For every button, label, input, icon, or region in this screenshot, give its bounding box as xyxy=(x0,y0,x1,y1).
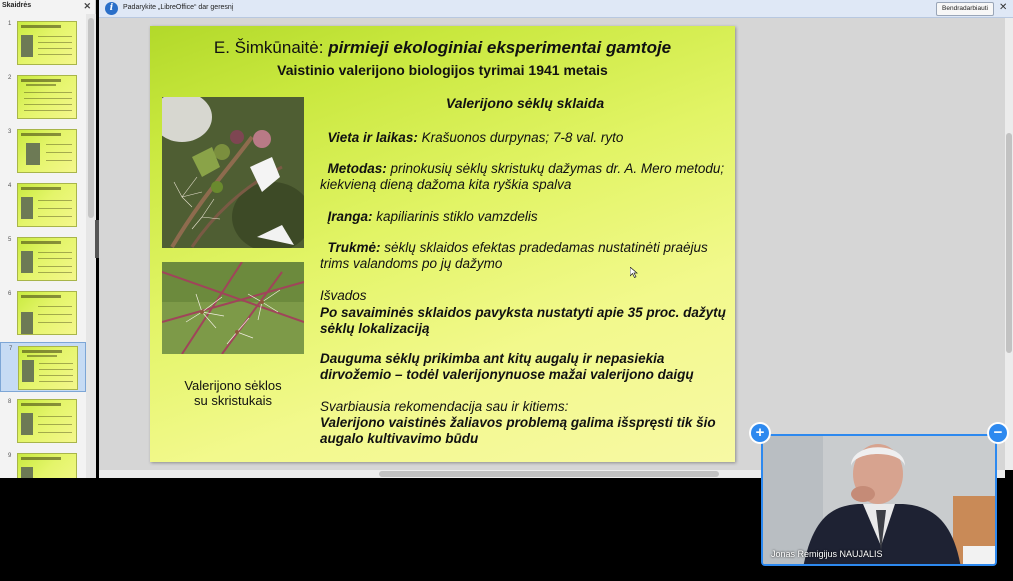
scrollbar-thumb[interactable] xyxy=(88,18,94,218)
slide-thumbnail-9[interactable] xyxy=(0,450,86,478)
close-icon[interactable]: ✕ xyxy=(999,2,1008,13)
close-icon[interactable]: ✕ xyxy=(83,1,91,11)
slide-number: 4 xyxy=(8,183,12,189)
caption-line-2: su skristukais xyxy=(193,393,273,408)
slide-number: 9 xyxy=(8,453,12,459)
conclusion-1: Po savaiminės sklaidos pavyksta nustatyti apie 35 proc. dažytų sėklų lokalizaciją xyxy=(320,305,726,336)
recommendation-label: Svarbiausia rekomendacija sau ir kitiems: xyxy=(320,399,569,414)
slide-preview xyxy=(18,346,78,390)
slide-number: 8 xyxy=(8,399,12,405)
location-text: Krašuonos durpynas; 7-8 val. ryto xyxy=(417,130,624,145)
collaborate-button[interactable]: Bendradarbiauti xyxy=(936,2,994,16)
info-icon: i xyxy=(105,2,118,15)
caption-line-1: Valerijono sėklos xyxy=(184,378,282,393)
conclusions-label: Išvados xyxy=(320,288,367,303)
method-text: prinokusių sėklų skristukų dažymas dr. A. Mero metodu; kiekvieną dieną dažoma kita ryškia spalva xyxy=(320,161,725,192)
slide-number: 1 xyxy=(8,21,12,27)
slide-title-italic: pirmieji ekologiniai eksperimentai gamtoje xyxy=(328,38,672,57)
info-bar xyxy=(99,0,1013,18)
slide-title xyxy=(150,38,735,58)
slide-preview xyxy=(17,129,77,173)
slide-number: 7 xyxy=(9,346,13,352)
slides-pane-title: Skaidrės xyxy=(2,2,32,9)
method-label: Metodas: xyxy=(327,161,387,176)
location-label: Vieta ir laikas: xyxy=(327,130,418,145)
conclusion-2: Dauguma sėklų prikimba ant kitų augalų ir nepasiekia dirvožemio – todėl valerijonynuose mažai valerijono daigų xyxy=(320,351,694,382)
slide-thumbnail-2[interactable] xyxy=(0,72,86,122)
location-paragraph xyxy=(320,130,730,146)
participant-name: Jonas Remigijus NAUJALIS xyxy=(771,549,883,559)
slide-thumbnail-6[interactable] xyxy=(0,288,86,338)
recommendation-text: Valerijono vaistinės žaliavos problemą galima išspręsti tik šio augalo kultivavimo būdu xyxy=(320,415,716,446)
slide-thumbnail-1[interactable] xyxy=(0,18,86,68)
slide-preview xyxy=(17,21,77,65)
slide-thumbnails xyxy=(0,14,86,478)
duration-text: sėklų sklaidos efektas pradedamas nustatinėti praėjus trims valandoms po jų dažymo xyxy=(320,240,708,271)
scrollbar-thumb[interactable] xyxy=(379,471,719,477)
photo-caption xyxy=(162,378,304,408)
slide-number: 6 xyxy=(8,291,12,297)
slide-canvas[interactable] xyxy=(150,26,735,462)
participant-video-frame xyxy=(763,436,997,566)
plus-icon[interactable]: + xyxy=(751,424,769,442)
slides-pane xyxy=(0,0,96,478)
equipment-paragraph xyxy=(320,209,730,225)
slide-number: 3 xyxy=(8,129,12,135)
method-paragraph xyxy=(320,161,730,193)
duration-label: Trukmė: xyxy=(327,240,381,255)
duration-paragraph xyxy=(320,240,730,272)
mouse-pointer-icon xyxy=(630,267,638,278)
slide-preview xyxy=(17,237,77,281)
equipment-text: kapiliarinis stiklo vamzdelis xyxy=(372,209,538,224)
slide-thumbnail-5[interactable] xyxy=(0,234,86,284)
info-bar-message: Padarykite „LibreOffice“ dar geresnį xyxy=(123,4,234,11)
slide-preview xyxy=(17,453,77,478)
slide-thumbnail-4[interactable] xyxy=(0,180,86,230)
valerian-flower-photo xyxy=(162,97,304,248)
equipment-label: Įranga: xyxy=(327,209,373,224)
slide-preview xyxy=(17,399,77,443)
slides-pane-header xyxy=(0,0,95,14)
slide-thumbnail-3[interactable] xyxy=(0,126,86,176)
slide-subtitle: Vaistinio valerijono biologijos tyrimai 1941 metais xyxy=(277,62,608,78)
slide-preview xyxy=(17,183,77,227)
valerian-seeds-photo xyxy=(162,262,304,354)
slide-thumbnail-7[interactable] xyxy=(0,342,86,392)
minus-icon[interactable]: − xyxy=(989,424,1007,442)
slide-title-plain: E. Šimkūnaitė: xyxy=(213,38,329,57)
slide-thumbnail-8[interactable] xyxy=(0,396,86,446)
slide-preview xyxy=(17,291,77,335)
participant-video[interactable] xyxy=(761,434,997,566)
slide-number: 2 xyxy=(8,75,12,81)
vertical-scrollbar[interactable] xyxy=(1005,18,1013,470)
slide-number: 5 xyxy=(8,237,12,243)
slide-preview xyxy=(17,75,77,119)
scrollbar-thumb[interactable] xyxy=(1006,133,1012,353)
section-heading: Valerijono sėklų sklaida xyxy=(445,95,605,111)
